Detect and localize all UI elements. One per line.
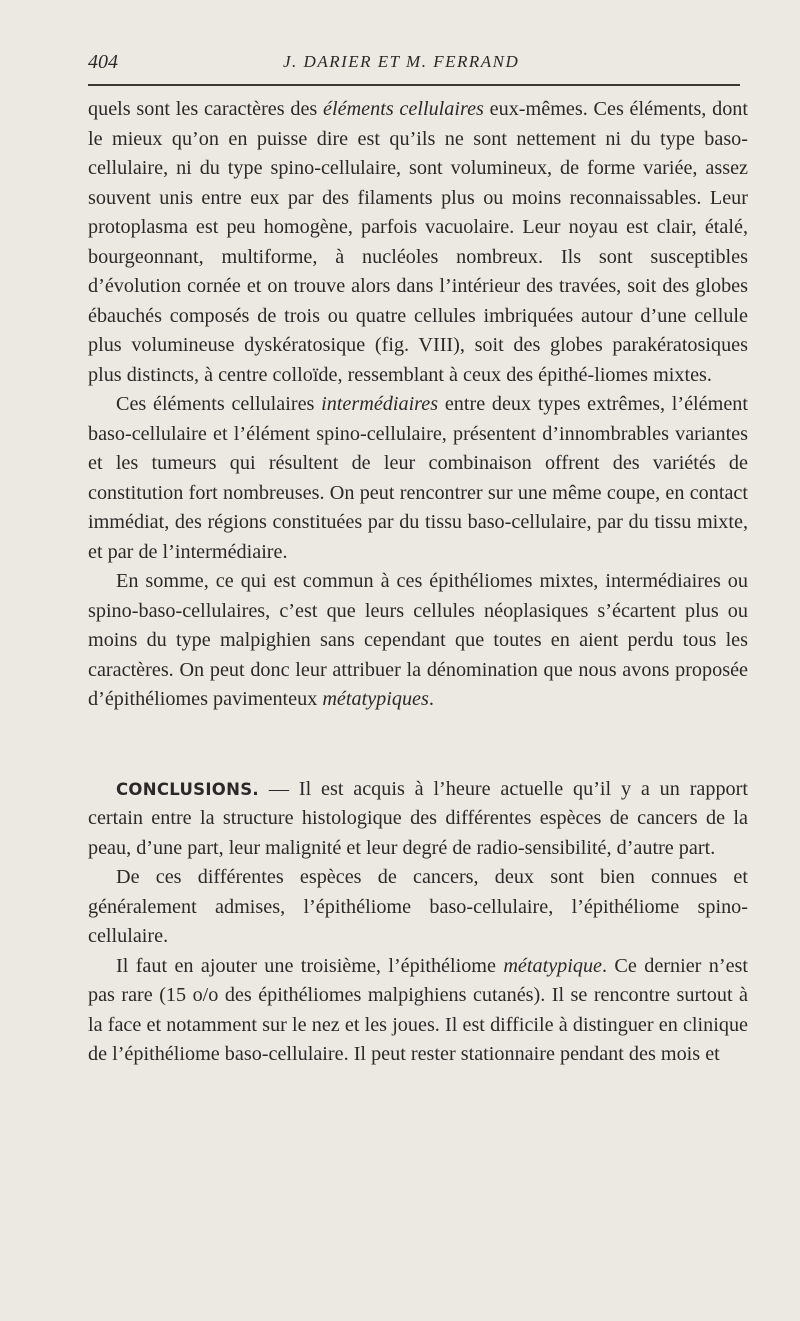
paragraph-2-text-a: Ces éléments cellulaires [116,393,322,415]
paragraph-3-text-b: . [428,688,434,710]
paragraph-3 [88,567,748,715]
running-head: J. DARIER ET M. FERRAND [283,52,520,71]
paragraph-6-emphasis: métatypique [503,954,603,977]
section-gap [88,715,748,775]
paragraph-5 [88,863,748,952]
paragraph-3-text-a: En somme, ce qui est commun à ces épithéliomes mixtes, intermédiaires ou spino-baso-cellulaires, c’est que leurs cellules néoplasiques s’écartent plus ou moins du type malpighien sans cependant que toutes en aient perdu tous les caractères. On peut donc leur attribuer la dénomination que nous avons proposée d’épithéliomes pavimenteux [88,570,748,710]
paragraph-2-emphasis: intermédiaires [321,393,439,415]
conclusions-text: — Il est acquis à l’heure actuelle qu’il y a un rapport certain entre la structure histologique des différentes espèces de cancers de la peau, d’une part, leur malignité et leur degré de radio-sensibilité, d’autre part. [88,777,748,859]
paragraph-1 [88,95,748,390]
header-rule [88,84,740,86]
paragraph-6-text-b: . Ce dernier n’est pas rare (15 o/o des épithéliomes malpighiens cutanés). Il se rencontre surtout à la face et notamment sur le nez et les joues. Il est difficile à distinguer en clinique de l’épithéliome baso-cellulaire. Il peut rester stationnaire pendant des mois et [88,954,748,1065]
page-header [88,50,740,80]
paragraph-conclusions [88,775,748,864]
paragraph-5-text: De ces différentes espèces de cancers, deux sont bien connues et généralement admises, l’épithéliome baso-cellulaire, l’épithéliome spino-cellulaire. [88,866,748,947]
paragraph-1-text-a: quels sont les caractères des [88,98,324,120]
paragraph-1-text-b: eux-mêmes. Ces éléments, dont le mieux qu’on en puisse dire est qu’ils ne sont nettement ni du type baso-cellulaire, ni du type spino-cellulaire, sont volumineux, de forme variée, assez souvent unis entre eux par des filaments plus ou moins reconnaissables. Leur protoplasma est peu homogène, parfois vacuolaire. Leur noyau est clair, étalé, bourgeonnant, multiforme, à nucléoles nombreux. Ils sont susceptibles d’évolution cornée et on trouve alors dans l’intérieur des travées, soit des globes ébauchés composés de trois ou quatre cellules imbriquées autour d’une cellule plus volumineuse dyskératosique (fig. VIII), soit des globes parakératosiques plus distincts, à centre colloïde, ressemblant à ceux des épithé-liomes mixtes. [88,98,748,386]
paragraph-2-text-b: entre deux types extrêmes, l’élément baso-cellulaire et l’élément spino-cellulaire, présentent d’innombrables variantes et les tumeurs qui résultent de leur combinaison offrent des variétés de constitution fort nombreuses. On peut rencontrer sur une même coupe, en contact immédiat, des régions constituées par du tissu baso-cellulaire, par du tissu mixte, et par de l’intermédiaire. [88,393,748,563]
body-text [88,95,748,1070]
page-number: 404 [88,51,118,73]
paragraph-6 [88,952,748,1070]
paragraph-6-text-a: Il faut en ajouter une troisième, l’épithéliome [116,954,504,977]
conclusions-heading: CONCLUSIONS. [116,779,259,799]
paragraph-3-emphasis: métatypiques [322,688,429,710]
paragraph-2 [88,390,748,567]
paragraph-1-emphasis: éléments cellulaires [323,98,484,120]
